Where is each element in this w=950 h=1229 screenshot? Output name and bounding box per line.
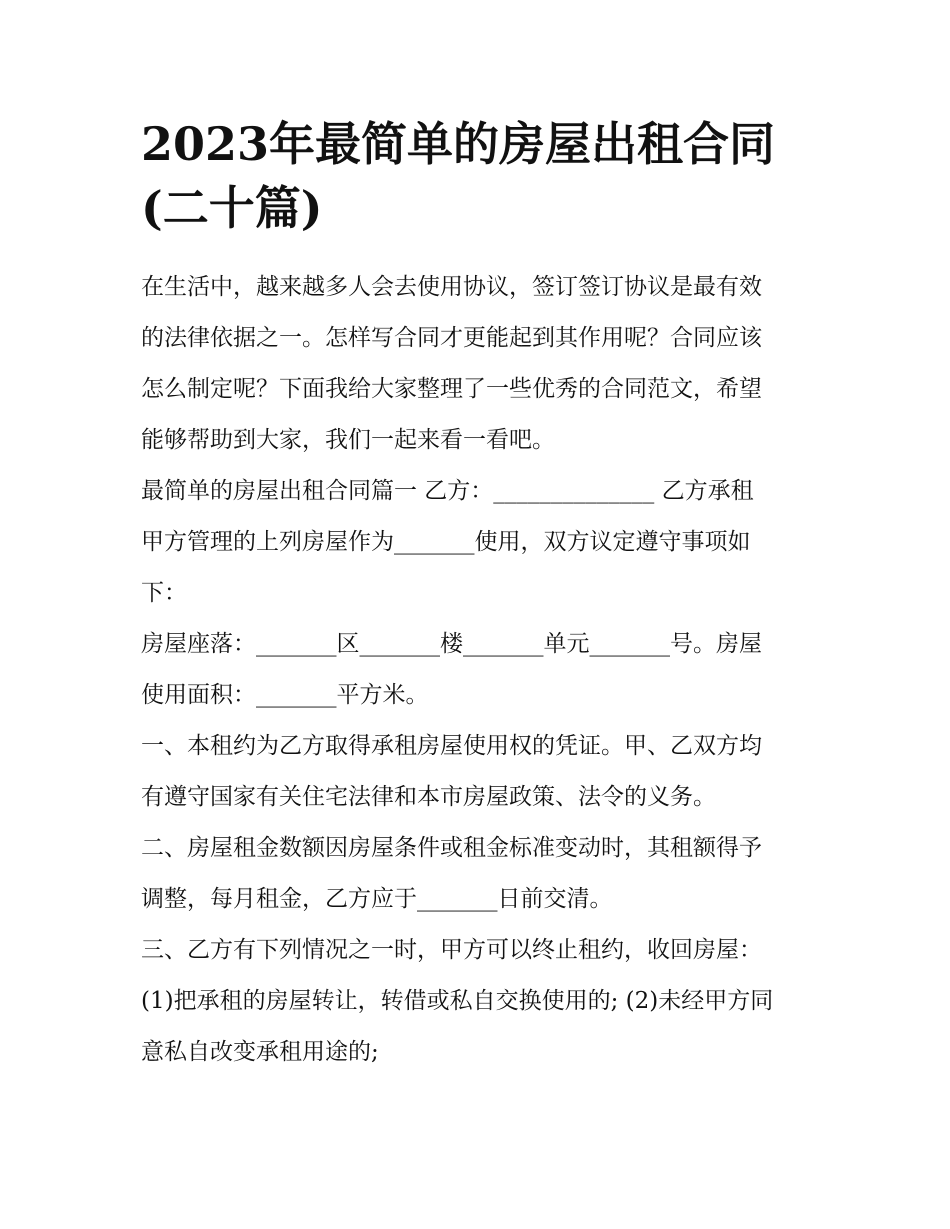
text-line: 能够帮助到大家，我们一起来看一看吧。 xyxy=(141,427,555,453)
intro-paragraph xyxy=(141,262,813,466)
contract-heading-paragraph xyxy=(141,466,813,619)
clause-2-paragraph xyxy=(141,823,813,925)
title-line-1: 2023年最简单的房屋出租合同 xyxy=(141,117,776,171)
text-line: 最简单的房屋出租合同篇一 乙方：______________ 乙方承租 xyxy=(141,478,754,504)
text-line: 使用面积：_______平方米。 xyxy=(141,682,429,708)
property-location-paragraph xyxy=(141,619,813,721)
text-line: 意私自改变承租用途的; xyxy=(141,1039,379,1065)
text-line: 调整，每月租金，乙方应于_______日前交清。 xyxy=(141,886,613,912)
document-page xyxy=(141,112,813,1078)
text-line: 一、本租约为乙方取得承租房屋使用权的凭证。甲、乙双方均 xyxy=(141,733,762,759)
document-body xyxy=(141,262,813,1078)
text-line: 二、房屋租金数额因房屋条件或租金标准变动时，其租额得予 xyxy=(141,835,762,861)
clause-1-paragraph xyxy=(141,721,813,823)
text-line: 三、乙方有下列情况之一时，甲方可以终止租约，收回房屋： xyxy=(141,937,762,963)
text-line: 的法律依据之一。怎样写合同才更能起到其作用呢？合同应该 xyxy=(141,325,762,351)
text-line: (1)把承租的房屋转让，转借或私自交换使用的; (2)未经甲方同 xyxy=(141,988,774,1014)
text-line: 甲方管理的上列房屋作为_______使用，双方议定遵守事项如 xyxy=(141,529,751,555)
document-title xyxy=(141,112,813,240)
text-line: 房屋座落：_______区_______楼_______单元_______号。房屋 xyxy=(141,631,762,657)
text-line: 有遵守国家有关住宅法律和本市房屋政策、法令的义务。 xyxy=(141,784,716,810)
text-line: 下： xyxy=(141,580,187,606)
text-line: 在生活中，越来越多人会去使用协议，签订签订协议是最有效 xyxy=(141,274,762,300)
clause-3-paragraph xyxy=(141,925,813,1078)
text-line: 怎么制定呢？下面我给大家整理了一些优秀的合同范文，希望 xyxy=(141,376,762,402)
title-line-2: (二十篇) xyxy=(141,181,323,235)
